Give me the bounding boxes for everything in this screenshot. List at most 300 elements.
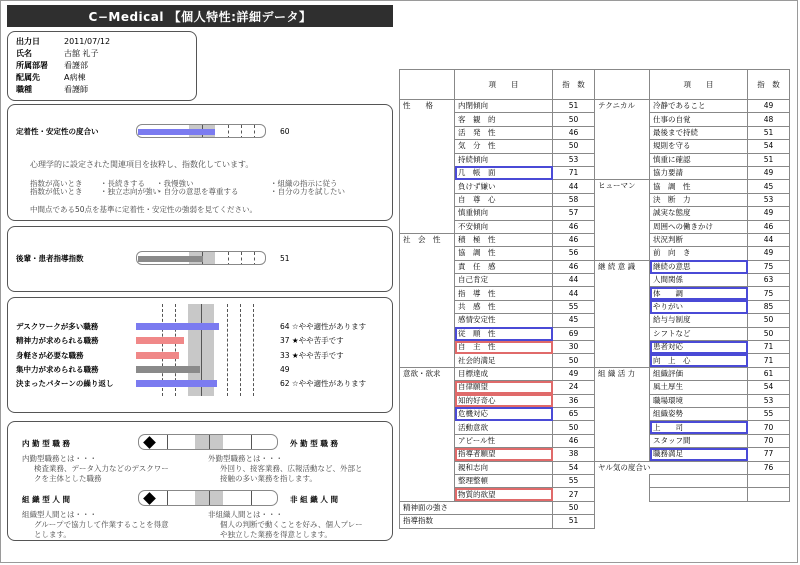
right-item: 患者対応 [650,341,748,354]
table-row [400,247,790,260]
right-empty-cell [650,488,748,501]
left-item: 知的好奇心 [455,394,553,407]
right-score: 44 [748,233,790,246]
left-score: 58 [553,193,595,206]
footer-label: 精神面の強さ [400,501,553,514]
right-score: 45 [748,180,790,193]
left-score: 65 [553,407,595,420]
left-score: 44 [553,287,595,300]
right-score: 49 [748,100,790,113]
left-item: 感情安定性 [455,314,553,327]
table-row [400,474,790,487]
right-category [595,394,650,407]
right-score: 55 [748,407,790,420]
left-item: 客 観 的 [455,113,553,126]
left-category [400,207,455,220]
left-category [400,113,455,126]
right-score: 49 [748,247,790,260]
trait-table [399,69,790,529]
left-score: 50 [553,113,595,126]
right-item: 組織評価 [650,367,748,380]
left-item: 気 分 性 [455,140,553,153]
left-category [400,140,455,153]
left-score: 54 [553,461,595,474]
left-item: 指導者願望 [455,448,553,461]
left-score: 55 [553,300,595,313]
right-item: 仕事の自覚 [650,113,748,126]
left-item: 社会的満足 [455,354,553,367]
right-item: 協 調 性 [650,180,748,193]
left-score: 30 [553,341,595,354]
right-score: 75 [748,287,790,300]
left-category [400,153,455,166]
suitability-bar [136,323,219,330]
profile-label: 氏名 [16,49,32,58]
guidance-scale [136,251,266,265]
left-category [400,394,455,407]
indoor-outdoor-marker [143,436,156,449]
indoor-label: 内 勤 型 職 務 [22,439,70,448]
right-item: 職務満足 [650,448,748,461]
right-item: 慎重に確認 [650,153,748,166]
right-item: 上 司 [650,421,748,434]
left-item: 自 主 性 [455,341,553,354]
right-score: 70 [748,434,790,447]
right-category [595,207,650,220]
left-score: 46 [553,260,595,273]
guidance-label: 後輩・患者指導指数 [16,253,84,263]
left-category [400,220,455,233]
table-row [400,421,790,434]
right-item: 周囲への働きかけ [650,220,748,233]
left-score: 46 [553,434,595,447]
left-item: 慎重傾向 [455,207,553,220]
left-score: 51 [553,100,595,113]
left-item: 積 極 性 [455,233,553,246]
left-item: 整理整頓 [455,474,553,487]
left-category [400,126,455,139]
left-category [400,287,455,300]
suitability-row [16,349,344,362]
left-score: 71 [553,166,595,179]
indoor-outdoor-scale [138,434,278,450]
right-category [595,421,650,434]
retention-note: 中間点である50点を基準に定着性・安定性の強弱を見てください。 [30,205,258,214]
profile-value: 看護師 [64,85,88,94]
right-score: 50 [748,327,790,340]
left-score: 45 [553,314,595,327]
right-empty-cell [595,474,650,487]
right-item: 協力要請 [650,166,748,179]
right-score: 48 [748,113,790,126]
right-score: 53 [748,193,790,206]
left-category [400,327,455,340]
left-score: 46 [553,126,595,139]
suitability-row [16,377,366,390]
profile-row [16,84,188,96]
right-category: 継 続 意 識 [595,260,650,273]
right-category [595,314,650,327]
left-score: 53 [553,153,595,166]
left-item: 活 発 性 [455,126,553,139]
right-category-header [595,70,650,100]
organizational-description: 組織型人間とは・・・ グループで協力して作業することを得意 とします。 [22,510,169,539]
right-category [595,354,650,367]
right-item: 決 断 力 [650,193,748,206]
table-row [400,287,790,300]
left-item: 危機対応 [455,407,553,420]
left-category [400,474,455,487]
left-score: 44 [553,274,595,287]
suitability-track [136,377,266,390]
suitability-track [136,320,266,333]
left-item: 共 感 性 [455,300,553,313]
table-row [400,327,790,340]
left-category: 社 会 性 [400,233,455,246]
left-category [400,434,455,447]
suitability-label: 身軽さが必要な職務 [16,350,84,360]
report-title: C−Medical 【個人特性:詳細データ】 [7,5,393,27]
table-row [400,220,790,233]
table-row [400,394,790,407]
low-item: ・自分の意思を尊重する [156,187,239,196]
suitability-label: デスクワークが多い職務 [16,322,99,331]
right-item: スタッフ間 [650,434,748,447]
footer-score: 51 [553,515,595,528]
right-score: 75 [748,260,790,273]
low-label: 指数が低いとき [30,187,83,196]
right-item: 職場環境 [650,394,748,407]
suitability-bar [136,366,200,373]
left-item: 几 帳 面 [455,166,553,179]
right-score: 61 [748,367,790,380]
suitability-row [16,320,366,333]
right-item: 規則を守る [650,140,748,153]
suitability-label: 集中力が求められる職務 [16,364,99,374]
retention-label: 定着性・安定性の度合い [16,126,99,136]
right-item: 冷静であること [650,100,748,113]
suitability-section [7,297,393,413]
left-score: 44 [553,180,595,193]
table-row [400,193,790,206]
table-row [400,180,790,193]
left-score: 49 [553,367,595,380]
table-row [400,314,790,327]
footer-score: 50 [553,501,595,514]
right-score: 51 [748,153,790,166]
high-item: ・我慢強い [156,179,194,188]
profile-label: 出力日 [16,37,40,46]
right-empty-cell [748,488,790,501]
right-score-header: 指 数 [748,70,790,100]
right-score: 50 [748,314,790,327]
right-item: 風土厚生 [650,381,748,394]
right-category: ヤル気の度合い [595,461,748,474]
profile-label: 配属先 [16,73,40,82]
table-row [400,274,790,287]
right-score: 71 [748,341,790,354]
right-score: 49 [748,207,790,220]
right-score: 85 [748,300,790,313]
high-label: 指数が高いとき [30,179,83,188]
left-category [400,407,455,420]
left-item: 内閉傾向 [455,100,553,113]
profile-box [7,31,197,101]
left-category [400,314,455,327]
suitability-track [136,334,266,347]
right-category [595,274,650,287]
left-score: 27 [553,488,595,501]
table-row [400,233,790,246]
profile-row [16,36,188,48]
indoor-description: 内勤型職務とは・・・ 検査業務、データ入力などのデスクワー クを主体とした職務 [22,454,169,483]
right-item: 前 向 き [650,247,748,260]
profile-value: 古舘 礼子 [64,49,99,58]
organizational-scale [138,490,278,506]
table-row [400,341,790,354]
guidance-section [7,226,393,292]
profile-label: 職種 [16,85,32,94]
left-item: 指 導 性 [455,287,553,300]
table-row [400,126,790,139]
right-empty-cell [650,474,748,487]
left-score: 36 [553,394,595,407]
left-item: アピール性 [455,434,553,447]
right-score: 70 [748,421,790,434]
left-item: 自 尊 心 [455,193,553,206]
right-item: シフトなど [650,327,748,340]
non-organizational-label: 非 組 織 人 間 [290,495,338,504]
low-item: ・自分の力を試したい [270,187,345,196]
right-item: 最後まで持続 [650,126,748,139]
left-category [400,341,455,354]
high-item: ・組織の指示に従う [270,179,338,188]
right-category [595,233,650,246]
table-row [400,153,790,166]
right-category [595,247,650,260]
guidance-row [16,251,290,265]
left-score: 56 [553,247,595,260]
profile-value: 2011/07/12 [64,37,111,46]
guidance-bar [138,256,203,262]
right-category [595,300,650,313]
profile-label: 所属部署 [16,61,48,70]
right-score: 49 [748,166,790,179]
left-item: 活動意欲 [455,421,553,434]
table-row [400,488,790,501]
table-row [400,367,790,380]
table-row [400,354,790,367]
retention-bar [138,129,215,135]
left-category [400,180,455,193]
right-score: 77 [748,448,790,461]
table-row [400,166,790,179]
left-category [400,421,455,434]
table-row [400,100,790,113]
left-item: 協 調 性 [455,247,553,260]
right-score: 51 [748,126,790,139]
left-category-header [400,70,455,100]
right-category: 組 織 活 力 [595,367,650,380]
suitability-label: 決まったパターンの繰り返し [16,379,114,389]
right-score: 76 [748,461,790,474]
table-row [400,381,790,394]
right-item: 誠実な態度 [650,207,748,220]
left-score-header: 指 数 [553,70,595,100]
retention-row [16,124,290,138]
left-category [400,354,455,367]
left-item: 責 任 感 [455,260,553,273]
table-footer-row [400,515,790,528]
suitability-value: 49 [280,364,290,374]
table-row [400,113,790,126]
suitability-track [136,363,266,376]
table-row [400,300,790,313]
right-empty-cell [595,488,650,501]
right-category [595,113,650,126]
right-item: 継続の意思 [650,260,748,273]
outdoor-description: 外勤型職務とは・・・ 外回り、接客業務、広報活動など、外部と 接触の多い業務を指します。 [208,454,363,483]
right-item: 向 上 心 [650,354,748,367]
suitability-value: 64 ☆やや適性があります [280,322,367,331]
suitability-value: 37 ★やや苦手です [280,336,344,346]
left-category [400,381,455,394]
left-score: 50 [553,421,595,434]
left-category [400,448,455,461]
right-empty-cell [748,474,790,487]
left-item: 不安傾向 [455,220,553,233]
left-item-header: 項 目 [455,70,553,100]
left-category [400,247,455,260]
outdoor-label: 外 勤 型 職 務 [290,439,338,448]
table-row [400,207,790,220]
table-row [400,260,790,273]
left-item: 持続傾向 [455,153,553,166]
suitability-value: 62 ☆やや適性があります [280,379,367,389]
right-category [595,287,650,300]
right-score: 46 [748,220,790,233]
right-score: 54 [748,381,790,394]
footer-label: 指導指数 [400,515,553,528]
suitability-bar [136,352,179,359]
left-score: 46 [553,233,595,246]
right-category [595,407,650,420]
right-category [595,166,650,179]
left-score: 46 [553,220,595,233]
right-item: 給与与制度 [650,314,748,327]
right-category [595,140,650,153]
left-category [400,274,455,287]
table-row [400,448,790,461]
right-score: 63 [748,274,790,287]
organizational-marker [143,492,156,505]
suitability-row [16,334,344,347]
low-item: ・独立志向が強い [100,187,160,196]
left-item: 親和志向 [455,461,553,474]
suitability-bar [136,337,184,344]
organizational-label: 組 織 型 人 間 [22,495,70,504]
right-category [595,434,650,447]
table-row [400,407,790,420]
left-item: 従 順 性 [455,327,553,340]
right-category [595,153,650,166]
left-score: 50 [553,354,595,367]
left-item: 負けず嫌い [455,180,553,193]
high-item: ・長続きする [100,179,145,188]
right-item: 組織姿勢 [650,407,748,420]
right-category [595,220,650,233]
table-row [400,434,790,447]
orientation-section [7,421,393,541]
suitability-row [16,363,290,376]
left-category: 意欲・欲求 [400,367,455,380]
right-category [595,327,650,340]
retention-value: 60 [280,126,290,136]
left-score: 38 [553,448,595,461]
retention-description: 心理学的に設定された関連項目を抜粋し、指数化しています。 [30,160,254,169]
left-category [400,260,455,273]
profile-row [16,72,188,84]
left-category [400,193,455,206]
suitability-track [136,349,266,362]
profile-value: 看護部 [64,61,88,70]
left-score: 57 [553,207,595,220]
suitability-value: 33 ★やや苦手です [280,350,344,360]
right-item: 人間関係 [650,274,748,287]
left-category [400,166,455,179]
retention-scale [136,124,266,138]
left-item: 目標達成 [455,367,553,380]
left-category: 性 格 [400,100,455,113]
table-footer-row [400,501,790,514]
right-category [595,341,650,354]
right-category [595,193,650,206]
retention-section [7,104,393,221]
right-item: やりがい [650,300,748,313]
left-category [400,300,455,313]
right-score: 53 [748,394,790,407]
table-row [400,140,790,153]
left-item: 物質的欲望 [455,488,553,501]
suitability-bar [136,380,217,387]
right-item: 状況判断 [650,233,748,246]
table-header-row [400,70,790,100]
right-item-header: 項 目 [650,70,748,100]
left-score: 50 [553,140,595,153]
profile-value: A病棟 [64,73,86,82]
right-category: ヒューマン [595,180,650,193]
right-score: 71 [748,354,790,367]
guidance-value: 51 [280,253,290,263]
left-category [400,461,455,474]
left-item: 自己肯定 [455,274,553,287]
right-category: テクニカル [595,100,650,113]
left-score: 24 [553,381,595,394]
table-row [400,461,790,474]
left-category [400,488,455,501]
right-category [595,448,650,461]
right-category [595,126,650,139]
non-organizational-description: 非組織人間とは・・・ 個人の判断で動くことを好み、個人プレー や独立した業務を得意とします。 [208,510,363,539]
profile-row [16,60,188,72]
profile-row [16,48,188,60]
left-score: 55 [553,474,595,487]
right-score: 54 [748,140,790,153]
suitability-label: 精神力が求められる職務 [16,336,99,346]
right-item: 体 調 [650,287,748,300]
right-category [595,381,650,394]
left-score: 69 [553,327,595,340]
